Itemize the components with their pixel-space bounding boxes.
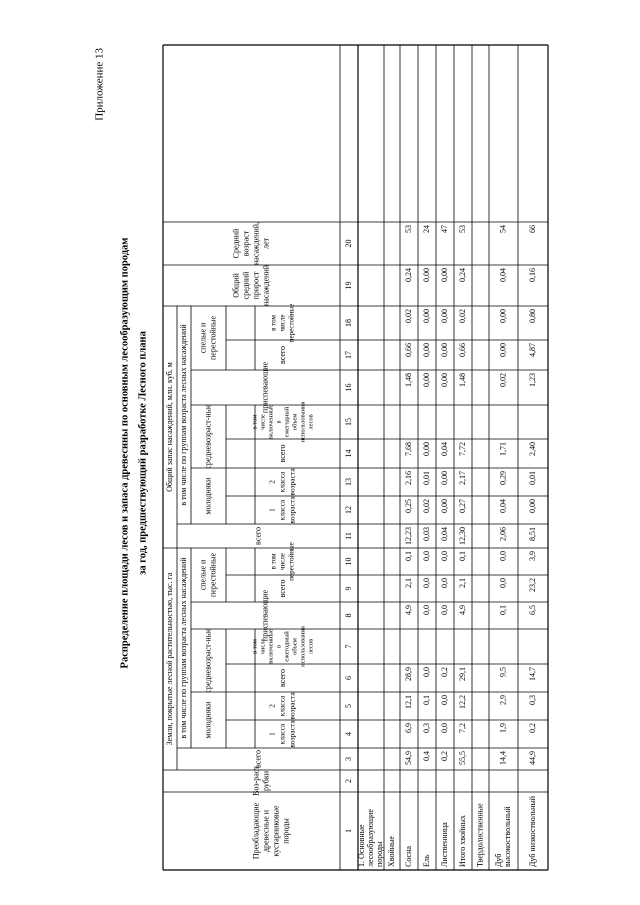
table-cell: 0,1: [403, 551, 413, 561]
table-cell: 0,00: [421, 343, 431, 357]
table-cell: 2,1: [403, 578, 413, 588]
table-cell: 0,4: [421, 751, 431, 761]
area-middle-aged: средневозраст-ные: [203, 628, 213, 693]
table-cell: 53: [403, 225, 413, 233]
column-number: 10: [343, 557, 353, 566]
table-cell: 0,00: [421, 268, 431, 282]
column-number: 11: [343, 532, 353, 540]
row-label: Лиственница: [439, 822, 449, 867]
table-cell: 12,23: [403, 527, 413, 545]
stock-young: молодняки: [203, 477, 213, 515]
column-number: 2: [343, 779, 353, 783]
column-number: 3: [343, 757, 353, 761]
header-stock-by-age: в том числе по группам возраста лесных насаждений: [178, 324, 188, 506]
row-label: Хвойные: [386, 836, 396, 867]
column-number: 1: [343, 829, 353, 833]
table-cell: 0,00: [527, 499, 537, 513]
table-cell: 8,51: [527, 527, 537, 541]
area-middle-total: всего: [277, 668, 287, 688]
table-cell: 0,3: [421, 723, 431, 733]
column-number: 17: [343, 351, 353, 359]
table-cell: 0,00: [439, 471, 449, 485]
column-number: 9: [343, 586, 353, 591]
table-cell: 7,72: [457, 442, 467, 456]
table-cell: 0,00: [421, 373, 431, 387]
table-cell: 0,04: [439, 442, 449, 456]
table-cell: 0,04: [498, 268, 508, 282]
table-cell: 0,16: [527, 268, 537, 282]
table-cell: 53: [457, 225, 467, 233]
column-number: 8: [343, 613, 353, 618]
area-mature: спелые иперестойные: [198, 552, 218, 598]
table-cell: 55,5: [457, 751, 467, 765]
row-label: 1. Основныелесообразующиепороды: [356, 809, 384, 867]
stock-incl-annual: в томчислевключенныевежегодныйобъемиспользованиялесов: [251, 401, 315, 443]
stock-age-class-2: 2классавозраста: [267, 468, 297, 496]
table-cell: 0,3: [527, 695, 537, 705]
column-number: 14: [343, 449, 353, 458]
row-label: Дубвысокоствольный: [493, 806, 512, 867]
header-avg-age: Среднийвозрастнасаждений,лет: [231, 221, 271, 266]
area-maturing: приспевающие: [260, 589, 270, 642]
table-cell: 0,02: [403, 309, 413, 323]
table-cell: 0,2: [439, 751, 449, 761]
column-number: 6: [343, 676, 353, 680]
column-number: 13: [343, 478, 353, 486]
table-cell: 0,0: [421, 667, 431, 677]
column-number: 4: [343, 732, 353, 736]
table-cell: 0,2: [527, 723, 537, 733]
stock-maturing: приспевающие: [260, 361, 270, 414]
table-cell: 0,0: [439, 723, 449, 733]
area-age-class-2: 2классавозраста: [267, 692, 297, 720]
table-cell: 4,9: [457, 605, 467, 615]
stock-middle-total: всего: [277, 444, 287, 463]
table-cell: 0,0: [498, 578, 508, 588]
row-label: Ель: [421, 854, 431, 867]
header-age: Воз-раструбки: [251, 766, 271, 796]
header-area-group: Земли, покрытые лесной растительностью, тыс. га: [164, 572, 174, 746]
table-cell: 0,00: [498, 309, 508, 323]
table-cell: 1,48: [403, 373, 413, 387]
table-cell: 0,02: [498, 373, 508, 387]
table-cell: 3,9: [527, 551, 537, 561]
table-cell: 0,04: [498, 499, 508, 513]
table-cell: 14,4: [498, 751, 508, 765]
table-cell: 23,2: [527, 578, 537, 592]
table-cell: 0,00: [439, 268, 449, 282]
table-cell: 29,1: [457, 667, 467, 681]
header-area-by-age: в том числе по группам возраста лесных насаждений: [178, 557, 188, 739]
table-cell: 0,24: [457, 268, 467, 282]
table-cell: 54,9: [403, 751, 413, 765]
table-cell: 0,0: [439, 578, 449, 588]
header-stock-group: Общий запас насаждений, млн. куб. м: [164, 362, 174, 492]
table-cell: 47: [439, 225, 449, 233]
stock-middle-aged: средневозраст-ные: [203, 404, 213, 469]
column-number: 20: [343, 239, 353, 248]
column-number: 7: [343, 644, 353, 649]
area-young: молодняки: [203, 701, 213, 739]
table-cell: 0,66: [457, 343, 467, 357]
table-cell: 0,04: [439, 527, 449, 541]
area-mature-total: всего: [277, 579, 287, 598]
header-avg-growth: Общийсреднийприростнасаждений: [231, 264, 271, 307]
table-cell: 66: [527, 225, 537, 233]
table-cell: 6,9: [403, 723, 413, 733]
table-cell: 0,1: [498, 605, 508, 615]
table-cell: 44,9: [527, 751, 537, 765]
table-cell: 0,01: [421, 471, 431, 485]
column-number: 15: [343, 418, 353, 426]
row-label: Сосна: [403, 846, 413, 867]
row-label: Твердолиственные: [475, 803, 485, 867]
table-cell: 24: [421, 225, 431, 233]
column-number: 12: [343, 506, 353, 514]
row-label: Итого хвойных: [457, 815, 467, 867]
area-incl-annual: в томчислевключенныевежегодныйобъемиспользованиялесов: [251, 626, 315, 667]
table-cell: 0,03: [421, 527, 431, 541]
table-cell: 9,5: [498, 667, 508, 677]
table-cell: 0,01: [527, 471, 537, 485]
table-cell: 0,1: [421, 695, 431, 705]
table-cell: 2,16: [403, 471, 413, 485]
table-cell: 12,2: [457, 695, 467, 709]
table-cell: 0,02: [457, 309, 467, 323]
table-cell: 0,00: [421, 309, 431, 323]
column-number: 5: [343, 704, 353, 708]
table-cell: 7,2: [457, 723, 467, 733]
table-cell: 0,00: [439, 373, 449, 387]
table-cell: 0,2: [439, 667, 449, 677]
column-number: 19: [343, 281, 353, 290]
table-cell: 0,00: [421, 442, 431, 456]
annex-label: Приложение 13: [93, 48, 106, 121]
table-cell: 0,1: [457, 551, 467, 561]
table-cell: 1,9: [498, 723, 508, 733]
stock-mature: спелые иперестойные: [198, 315, 218, 361]
table-cell: 12,30: [457, 527, 467, 545]
table-cell: 0,29: [498, 471, 508, 485]
area-age-class-1: 1классавозраста: [267, 720, 297, 748]
table-cell: 1,23: [527, 373, 537, 387]
table-cell: 0,24: [403, 268, 413, 282]
table-cell: 0,0: [421, 578, 431, 588]
table-cell: 4,9: [403, 605, 413, 615]
table-cell: 0,25: [403, 499, 413, 513]
title-line-1: Распределение площади лесов и запаса древесины по основным лесообразующим породам: [119, 237, 131, 669]
title-line-2: за год, предшествующий разработке Лесного плана: [137, 331, 149, 575]
table-cell: 0,0: [439, 695, 449, 705]
table-cell: 2,40: [527, 442, 537, 456]
table-cell: 0,27: [457, 499, 467, 513]
table-cell: 1,48: [457, 373, 467, 387]
stock-age-class-1: 1классавозраста: [267, 496, 297, 524]
row-label: Дуб низкоствольный: [527, 795, 537, 867]
table-cell: 54: [498, 225, 508, 233]
table-cell: 0,02: [421, 499, 431, 513]
table-cell: 2,06: [498, 527, 508, 541]
table-cell: 0,0: [439, 551, 449, 561]
table-cell: 6,5: [527, 605, 537, 615]
table-cell: 28,9: [403, 667, 413, 681]
table-cell: 0,0: [498, 551, 508, 561]
table-cell: 2,17: [457, 471, 467, 485]
table-cell: 1,71: [498, 442, 508, 456]
table-cell: 0,0: [439, 605, 449, 615]
table-cell: 4,87: [527, 343, 537, 357]
table-cell: 0,80: [527, 309, 537, 323]
stock-incl-overmature: в томчислеперестойные: [269, 303, 296, 343]
table-cell: 0,0: [421, 605, 431, 615]
table-cell: 0,00: [439, 499, 449, 513]
header-stock-total: всего: [253, 526, 263, 546]
table-cell: 2,9: [498, 695, 508, 705]
table-cell: 0,00: [439, 309, 449, 323]
header-area-total: всего: [253, 749, 263, 769]
table-cell: 0,66: [403, 343, 413, 357]
table-cell: 0,00: [439, 343, 449, 357]
header-species: Преобладающиедревесные икустарниковыепороды: [251, 802, 291, 860]
column-number: 18: [343, 319, 353, 327]
area-incl-overmature: в томчислеперестойные: [269, 542, 296, 581]
table-cell: 0,00: [498, 343, 508, 357]
table-cell: 14,7: [527, 667, 537, 681]
table-cell: 12,1: [403, 695, 413, 709]
table-cell: 0,0: [421, 551, 431, 561]
table-cell: 7,68: [403, 442, 413, 456]
column-number: 16: [343, 383, 353, 392]
table-cell: 2,1: [457, 578, 467, 588]
stock-mature-total: всего: [277, 345, 287, 365]
